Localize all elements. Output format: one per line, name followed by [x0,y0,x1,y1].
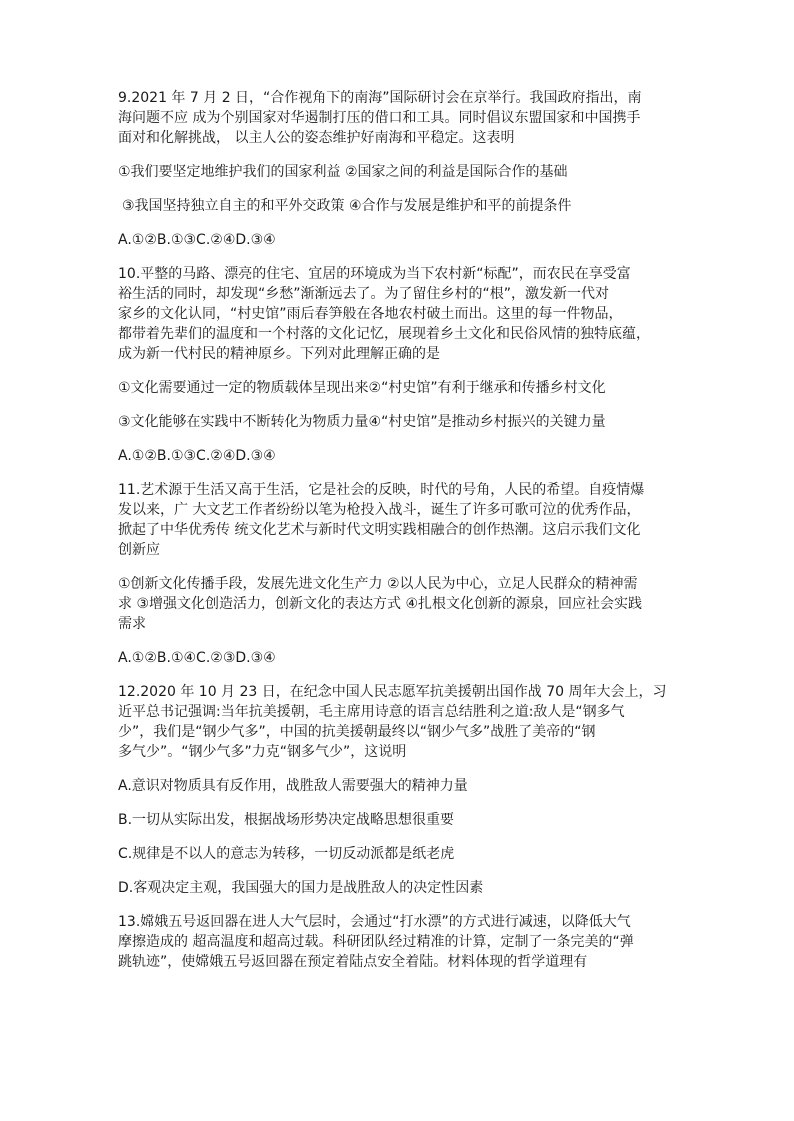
stem-line: 近平总书记强调:当年抗美援朝，毛主席用诗意的语言总结胜利之道:敌人是“钢多气 [118,704,625,720]
option-line: ①我们要坚定地维护我们的国家利益 ②国家之间的利益是国际合作的基础 [118,164,568,180]
question-9 [118,88,678,250]
question-12 [118,682,678,898]
option-line: A.意识对物质具有反作用，战胜敌人需要强大的精神力量 [118,778,468,794]
option-line: C.规律是不以人的意志为转移，一切反动派都是纸老虎 [118,846,455,862]
stem-line: 发以来，广 大文艺工作者纷纷以笔为枪投入战斗，诞生了许多可歌可泣的优秀作品， [118,502,641,518]
option-row [118,412,678,432]
question-stem [118,912,678,972]
question-stem [118,480,678,560]
option-line: ①文化需要通过一定的物质载体呈现出来②“村史馆”有利于继承和传播乡村文化 [118,380,606,396]
option-line: 需求 [118,616,146,632]
stem-line: 面对和化解挑战， 以主人公的姿态维护好南海和平稳定。这表明 [118,130,515,146]
stem-line: 少”，我们是“钢少气多”，中国的抗美援朝最终以“钢少气多”战胜了美帝的“钢 [118,724,596,740]
stem-line: 多气少”。“钢少气多”力克“钢多气少”，这说明 [118,744,407,760]
stem-line: 裕生活的同时，却发现“乡愁”渐渐远去了。为了留住乡村的“根”，激发新一代对 [118,286,610,302]
question-stem [118,88,678,148]
option-line: ③文化能够在实践中不断转化为物质力量④“村史馆”是推动乡村振兴的关键力量 [118,414,606,430]
question-stem [118,682,678,762]
stem-line: 9.2021 年 7 月 2 日，“合作视角下的南海”国际研讨会在京举行。我国政府指出，南 [118,90,642,106]
option-line: ③我国坚持独立自主的和平外交政策 ④合作与发展是维护和平的前提条件 [122,198,572,214]
stem-line: 13.嫦娥五号返回器在进人大气层时，会通过“打水漂”的方式进行减速，以降低大气 [118,914,631,930]
stem-line: 跳轨迹”，使嫦娥五号返回器在预定着陆点安全着陆。材料体现的哲学道理有 [118,954,588,970]
option-row [118,162,678,182]
choice-b [118,810,678,830]
answer-choices: A.①②B.①③C.②④D.③④ [118,448,276,464]
option-row [118,196,678,216]
exam-page [118,88,678,986]
stem-line: 都带着先辈们的温度和一个村落的文化记忆，展现着乡土文化和民俗风情的独特底蕴， [118,326,650,342]
option-row [118,574,678,634]
option-line: D.客观决定主观，我国强大的国力是战胜敌人的决定性因素 [118,880,484,896]
option-line: ①创新文化传播手段，发展先进文化生产力 ②以人民为中心，立足人民群众的精神需 [118,576,638,592]
choice-d [118,878,678,898]
question-10 [118,264,678,466]
stem-line: 掀起了中华优秀传 统文化艺术与新时代文明实践相融合的创作热潮。这启示我们文化 [118,522,641,538]
stem-line: 11.艺术源于生活又高于生活，它是社会的反映，时代的号角，人民的希望。自疫情爆 [118,482,645,498]
stem-line: 10.平整的马路、漂亮的住宅、宜居的环境成为当下农村新“标配”，而农民在享受富 [118,266,631,282]
choice-a [118,776,678,796]
option-line: B.一切从实际出发，根据战场形势决定战略思想很重要 [118,812,455,828]
stem-line: 创新应 [118,542,160,558]
answer-choices: A.①②B.①④C.②③D.③④ [118,650,276,666]
choice-c [118,844,678,864]
stem-line: 家乡的文化认同，“村史馆”雨后春笋般在各地农村破土而出。这里的每一件物品， [118,306,623,322]
option-line: 求 ③增强文化创造活力，创新文化的表达方式 ④扎根文化创新的源泉，回应社会实践 [118,596,642,612]
stem-line: 摩擦造成的 超高温度和超高过载。科研团队经过精准的计算，定制了一条完美的“弹 [118,934,634,950]
question-11 [118,480,678,668]
stem-line: 12.2020 年 10 月 23 日，在纪念中国人民志愿军抗美援朝出国作战 70 周年大会上，习 [118,684,667,700]
question-stem [118,264,678,364]
stem-line: 成为新一代村民的精神原乡。下列对此理解正确的是 [118,346,440,362]
stem-line: 海问题不应 成为个别国家对华遏制打压的借口和工具。同时倡议东盟国家和中国携手 [118,110,641,126]
answer-choices: A.①②B.①③C.②④D.③④ [118,232,276,248]
option-row [118,378,678,398]
question-13 [118,912,678,972]
